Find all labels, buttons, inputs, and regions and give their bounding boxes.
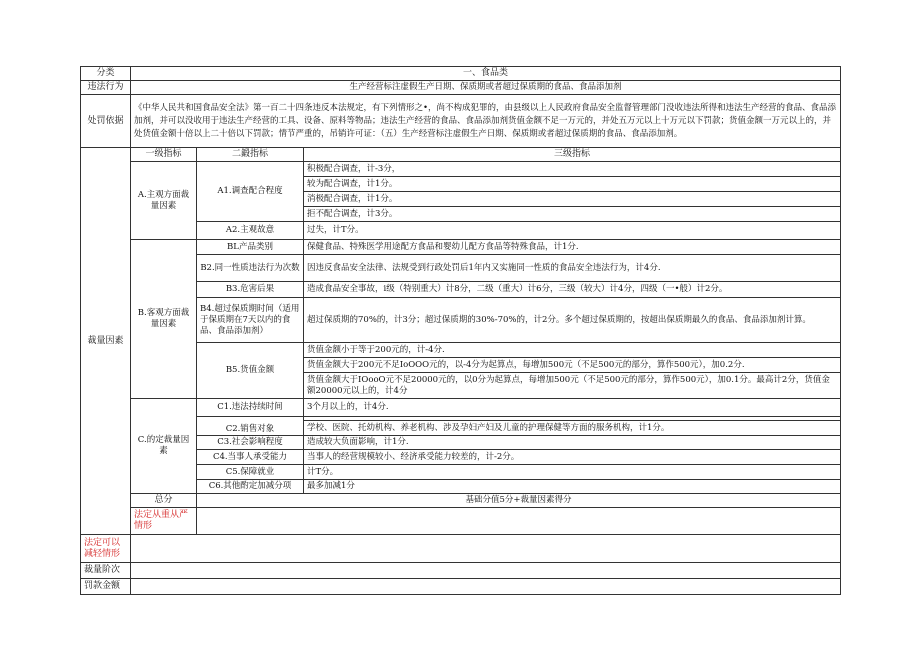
factor-c-label: C.的定裁量因素 <box>131 399 197 494</box>
level2-header: 二鍛指标 <box>197 148 304 162</box>
level-label: 裁量阶次 <box>81 563 131 579</box>
light-value <box>131 535 841 563</box>
category-row <box>81 67 841 81</box>
factor-b5-label: B5.货值金额 <box>197 343 304 399</box>
factor-b5-item: 货值金额小于等于200元的，计-4分. <box>304 343 841 358</box>
heavy-label: 法定从重从严情形 <box>131 508 197 535</box>
factor-c6-label: C6.其他酌定加减分项 <box>197 480 304 494</box>
factor-c5-label: C5.保障就业 <box>197 465 304 480</box>
level1-header: 一级指标 <box>131 148 197 162</box>
factor-b5-item: 货值金额大于IOooO元不足20000元的，以0分为起算点，每增加500元（不足500元的部分，算作500元），加0.1分。最高计2分，货值金额20000元以上的，计4分 <box>304 373 841 399</box>
violation-row <box>81 81 841 95</box>
total-row <box>81 494 841 508</box>
category-value: 一、食品类 <box>131 67 841 81</box>
factor-c5-text: 计T分。 <box>304 465 841 480</box>
category-label: 分类 <box>81 67 131 81</box>
factor-a1-item: 较为配合调查，计1分。 <box>304 177 841 192</box>
factors-header-row <box>81 148 841 162</box>
basis-row <box>81 95 841 148</box>
factor-b2-label: B2.同一性质违法行为次数 <box>197 255 304 282</box>
factor-c3-label: C3.社会影响程度 <box>197 436 304 450</box>
factor-row <box>81 162 841 177</box>
level-value <box>131 563 841 579</box>
factor-c4-label: C4.当事人承受能力 <box>197 450 304 465</box>
violation-label: 违法行为 <box>81 81 131 95</box>
heavy-row <box>81 508 841 535</box>
total-value: 基础分值5分+裁量因素得分 <box>197 494 841 508</box>
factor-a-label: A.主观方面裁量因素 <box>131 162 197 240</box>
factor-b3-text: 造成食品安全事故，ⅰ级（特别重大）计8分，二级（重大）计6分，三级（较大）计4分，四级（一•般）计2分。 <box>304 282 841 298</box>
fine-value <box>131 579 841 595</box>
factor-b3-label: B3.危害后果 <box>197 282 304 298</box>
factor-b5-item: 货值金额大于200元不足IoOOO元的，以-4分为起算点，每增加500元（不足500元的部分，算作500元），加0.2分. <box>304 358 841 373</box>
basis-text: 《中华人民共和国食品安全法》第一百二十四条违反本法规定，有下列情形之•，尚不构成犯罪的，由县级以上人民政府食品安全监督管理部门没收违法所得和违法生产经营的食品、食品添加剂，并可以没收用于违法生产经营的工具、设备、原料等物品；违法生产经营的食品、食品添加剂货值金额不足一万元的，并处五万元以上十万元以下罚款；货值金额一万元以上的，并处货值金额十倍以上二十倍以下罚款；情节严重的，吊销许可证：（五）生产经营标注虚假生产日期、保质期或者超过保质期的食品、食品添加剂。 <box>131 95 841 148</box>
factor-b4-label: B4.超过保质期时间（适用于保质期在7天以内的食品、食品添加剂） <box>197 298 304 343</box>
factor-c2-text: 学校、医院、托幼机构、养老机构、涉及孕妇产妇及儿童的护理保健等方面的服务机构，计1分。 <box>304 421 841 436</box>
fine-label: 罚款金额 <box>81 579 131 595</box>
fine-row <box>81 579 841 595</box>
discretion-table <box>80 66 841 595</box>
level-row <box>81 563 841 579</box>
factor-a1-item: 消极配合调查，计1分。 <box>304 192 841 207</box>
factor-b4-text: 超过保质期的70%的，计3分；超过保质期的30%-70%的，计2分。多个超过保质期的，按超出保质期最久的食品、食品添加剂计算。 <box>304 298 841 343</box>
factor-b1-text: 保健食品、特殊医学用途配方食品和婴幼儿配方食品等特殊食品，计1分. <box>304 240 841 255</box>
factor-a1-item: 拒不配合调查，计3分。 <box>304 207 841 222</box>
factor-c2-label: C2.销售对象 <box>197 417 304 436</box>
factor-c1-label: C1.违法持续时间 <box>197 399 304 417</box>
factor-a1-item: 积极配合调查，计-3分， <box>304 162 841 177</box>
factor-b2-text: 因违反食品安全法律、法规受到行政处罚后1年内又实施同一性质的食品安全违法行为，计4分. <box>304 255 841 282</box>
factor-b1-label: BL产品类别 <box>197 240 304 255</box>
factor-c4-text: 当事人的经营规模较小、经济承受能力较差的，计-2分。 <box>304 450 841 465</box>
factor-a2-label: A2.主观故意 <box>197 222 304 240</box>
factor-c3-text: 造成较大负面影响，计1分. <box>304 436 841 450</box>
factor-b-label: B.客观方面裁量因素 <box>131 240 197 399</box>
total-label: 总分 <box>131 494 197 508</box>
factor-a2-text: 过失，计T分。 <box>304 222 841 240</box>
violation-value: 生产经营标注虚假生产日期、保质期或者超过保质期的食品、食品添加剂 <box>131 81 841 95</box>
level3-header: 三级指标 <box>304 148 841 162</box>
factor-c6-text: 最多加减1分 <box>304 480 841 494</box>
factor-row <box>81 399 841 417</box>
factor-a1-label: A1.调查配合程度 <box>197 162 304 222</box>
basis-label: 处罚依据 <box>81 95 131 148</box>
factors-label: 裁量因素 <box>81 148 131 535</box>
factor-c1-text: 3个月以上的，计4分. <box>304 399 841 417</box>
light-row <box>81 535 841 563</box>
factor-row <box>81 240 841 255</box>
light-label: 法定可以减轻情形 <box>81 535 131 563</box>
heavy-value <box>197 508 841 535</box>
